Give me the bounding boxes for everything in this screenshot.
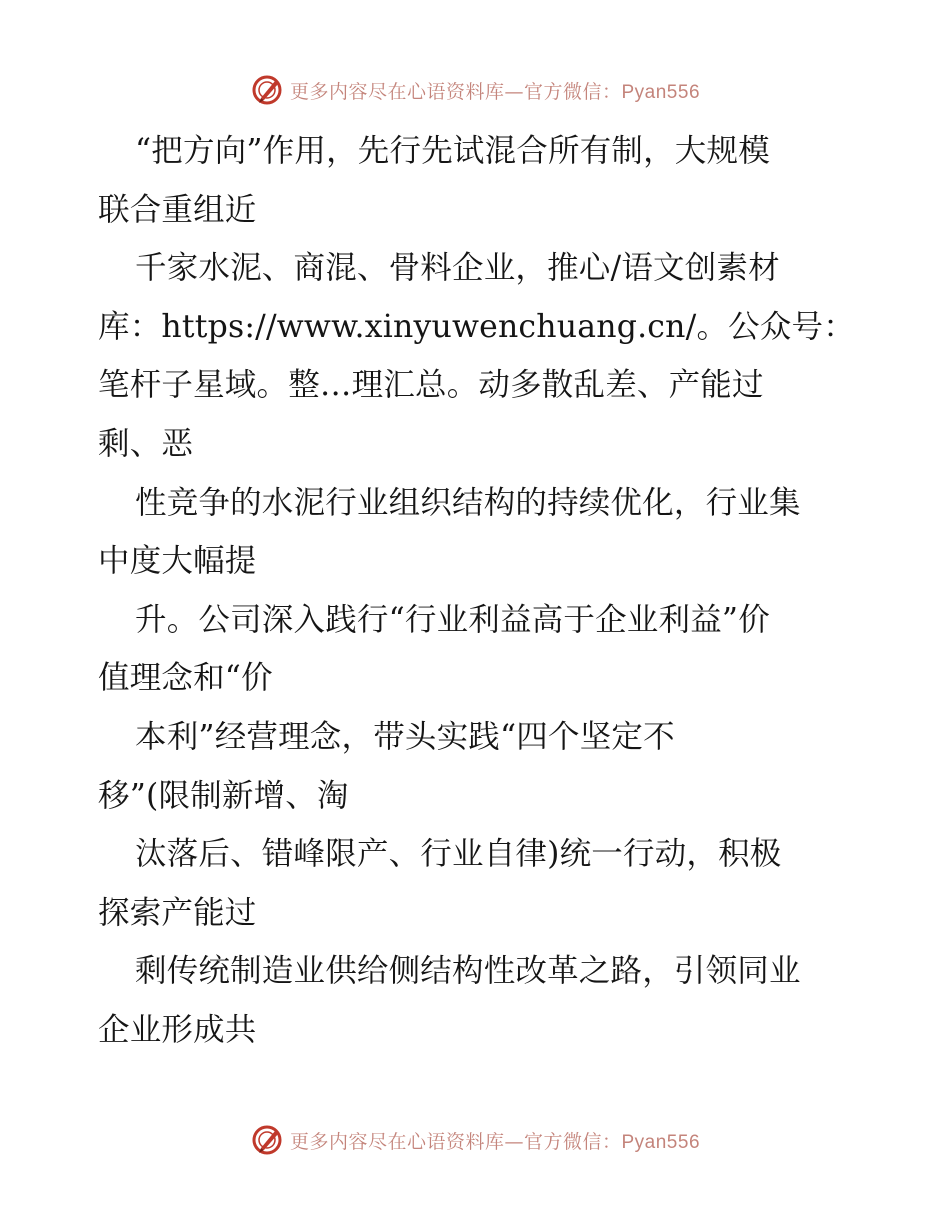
body-line: 中度大幅提 (98, 543, 257, 580)
header-prefix: 更多内容尽在心语资料库—官方微信： (289, 80, 622, 103)
header-watermark-text (290, 77, 700, 104)
pen-logo-icon (250, 1123, 284, 1157)
body-line: 移”(限制新增、淘 (98, 777, 349, 814)
body-line: 探索产能过 (98, 894, 257, 931)
body-line: 性竞争的水泥行业组织结构的持续优化，行业集 (135, 484, 801, 521)
body-line: 剩传统制造业供给侧结构性改革之路，引领同业 (135, 953, 801, 990)
footer-prefix: 更多内容尽在心语资料库—官方微信： (289, 1130, 622, 1153)
body-line: 联合重组近 (98, 191, 257, 228)
body-line: 汰落后、错峰限产、行业自律)统一行动，积极 (135, 836, 782, 873)
header-wechat-id: Pyan556 (621, 81, 701, 103)
body-line: “把方向”作用，先行先试混合所有制，大规模 (135, 133, 770, 169)
footer-watermark-text (290, 1127, 700, 1154)
body-line: 本利”经营理念，带头实践“四个坚定不 (135, 718, 675, 755)
body-line: 千家水泥、商混、骨料企业，推心/语文创素材 (135, 250, 780, 287)
footer-watermark (0, 1120, 950, 1160)
body-line: 企业形成共 (98, 1011, 257, 1048)
body-line: 剩、恶 (98, 425, 194, 462)
body-line: 升。公司深入践行“行业利益高于企业利益”价 (135, 601, 770, 638)
body-line: 库：https://www.xinyuwenchuang.cn/。公众号： (98, 308, 855, 345)
body-paragraph (98, 122, 858, 1060)
body-line: 值理念和“价 (98, 660, 273, 697)
body-line: 笔杆子星域。整…理汇总。动多散乱差、产能过 (98, 367, 764, 404)
pen-logo-icon (250, 73, 284, 107)
footer-wechat-id: Pyan556 (621, 1131, 701, 1153)
header-watermark (0, 70, 950, 110)
